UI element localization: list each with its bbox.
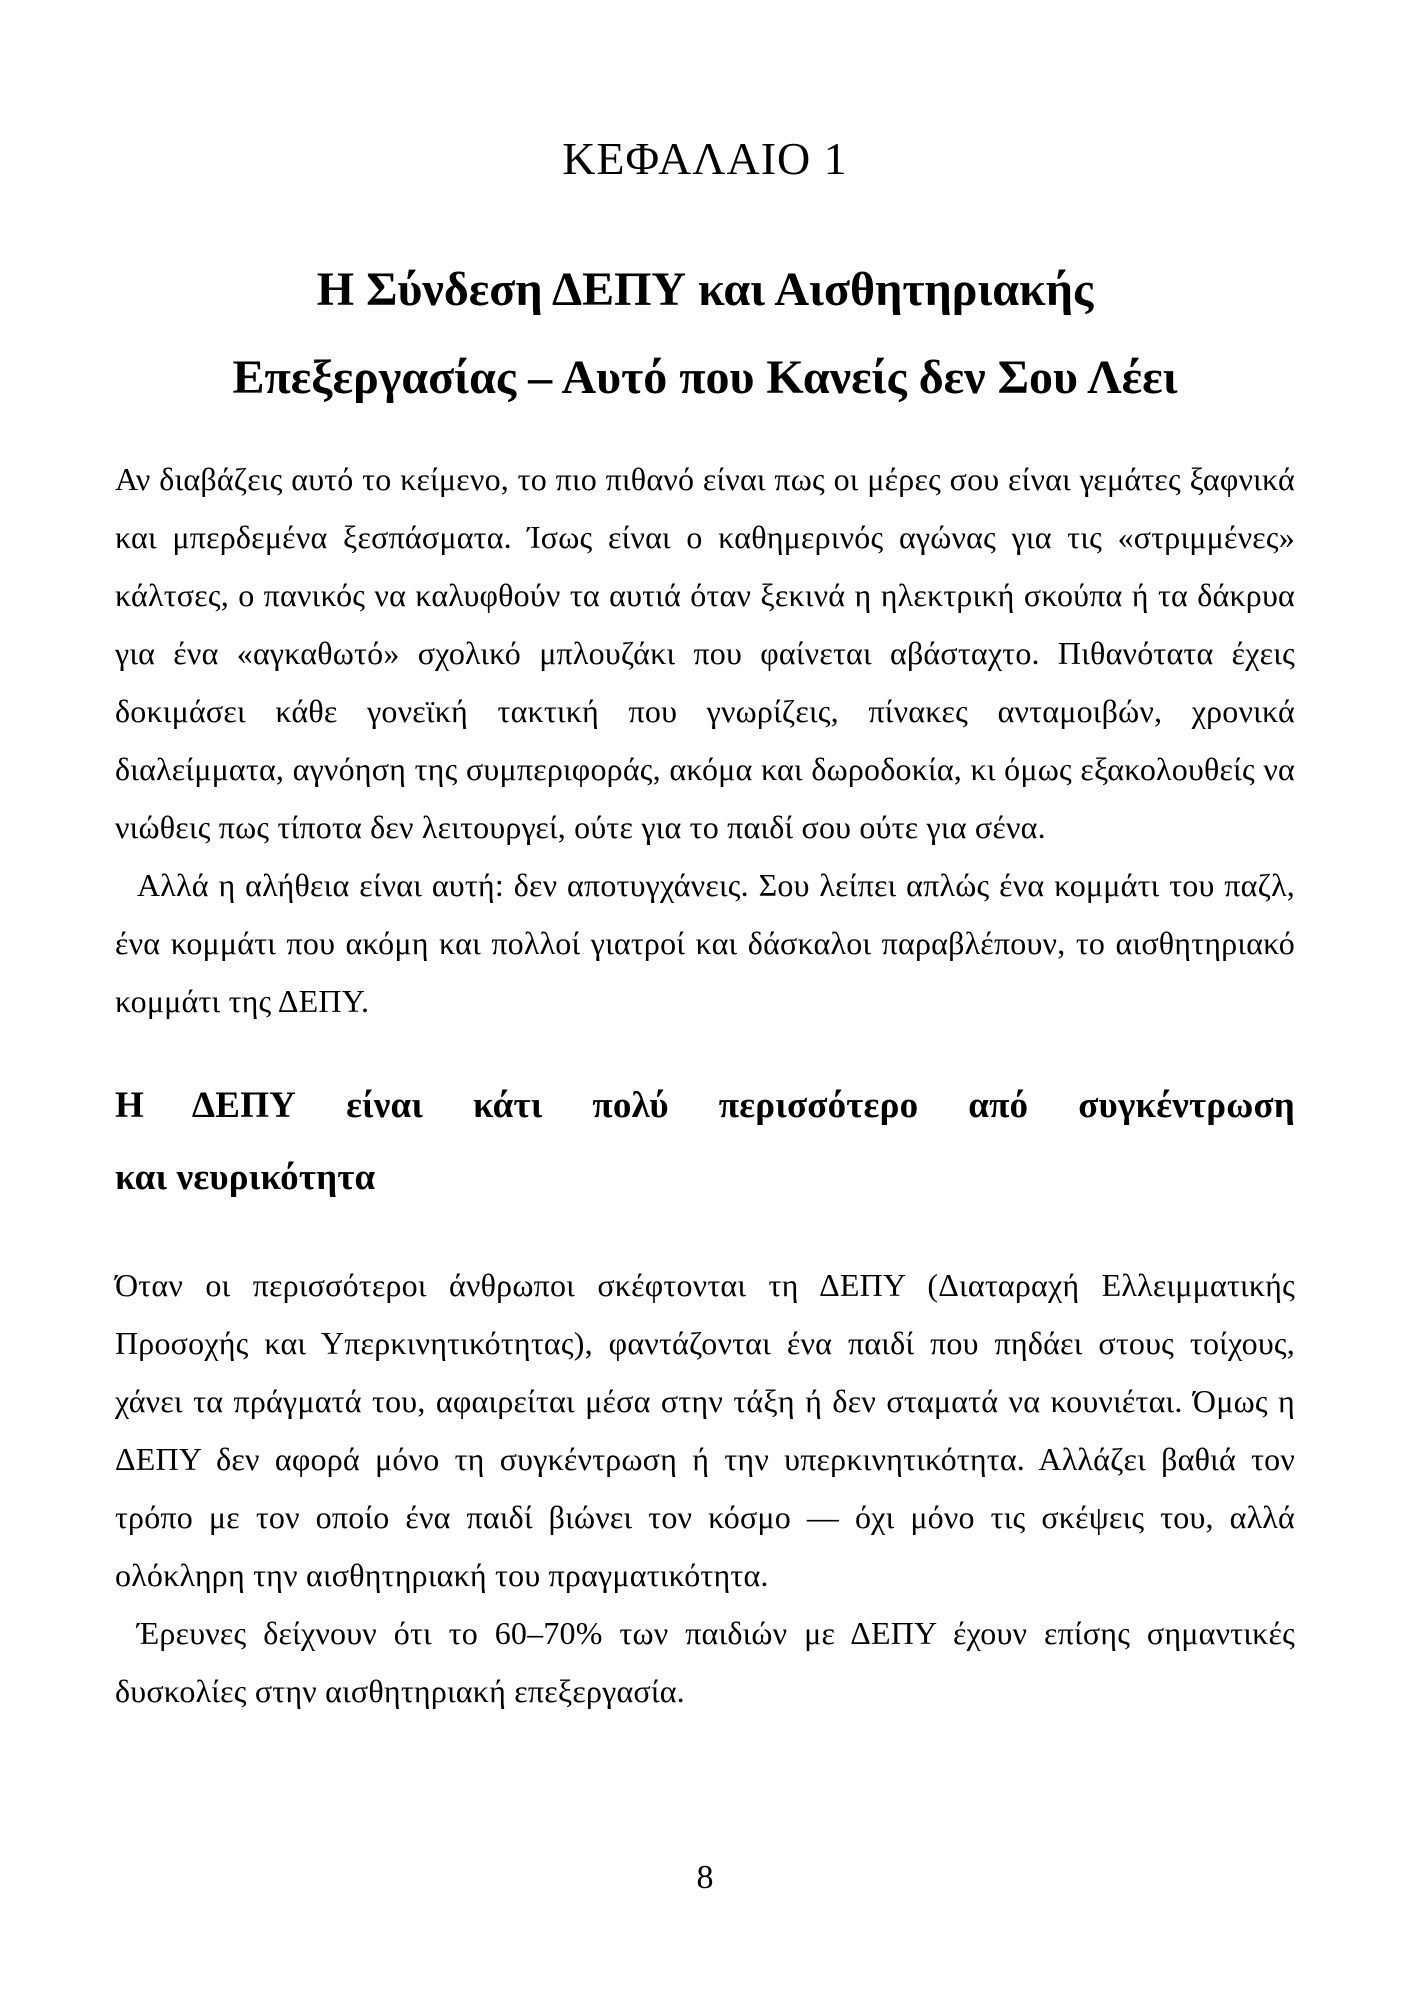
paragraph-section-2: Έρευνες δείχνουν ότι το 60–70% των παιδιών με ΔΕΠΥ έχουν επίσης σημαντικές δυσκολίες στην αισθητηριακή επεξεργασία. — [115, 1615, 1295, 1709]
paragraph-intro-2: Αλλά η αλήθεια είναι αυτή: δεν αποτυγχάνεις. Σου λείπει απλώς ένα κομμάτι του παζλ, ένα κομμάτι που ακόμη και πολλοί γιατροί και δάσκαλοι παραβλέπουν, το αισθητηριακό κομμάτι της ΔΕΠΥ. — [115, 867, 1295, 1019]
body-copy — [115, 450, 1295, 1720]
chapter-label: ΚΕΦΑΛΑΙΟ 1 — [562, 133, 848, 184]
section-heading-line-2: και νευρικότητα — [115, 1157, 376, 1198]
paragraph-intro-1: Αν διαβάζεις αυτό το κείμενο, το πιο πιθανό είναι πως οι μέρες σου είναι γεμάτες ξαφνικά και μπερδεμένα ξεσπάσματα. Ίσως είναι ο καθημερινός αγώνας για τις «στριμμένες» κάλτσες, ο πανικός να καλυφθούν τα αυτιά όταν ξεκινά η ηλεκτρική σκούπα ή τα δάκρυα για ένα «αγκαθωτό» σχολικό μπλουζάκι που φαίνεται αβάσταχτο. Πιθανότατα έχεις δοκιμάσει κάθε γονεϊκή τακτική που γνωρίζεις, πίνακες ανταμοιβών, χρονικά διαλείμματα, αγνόηση της συμπεριφοράς, ακόμα και δωροδοκία, κι όμως εξακολουθείς να νιώθεις πως τίποτα δεν λειτουργεί, ούτε για το παιδί σου ούτε για σένα. — [115, 461, 1295, 845]
paragraph-section-1: Όταν οι περισσότεροι άνθρωποι σκέφτονται τη ΔΕΠΥ (Διαταραχή Ελλειμματικής Προσοχής και Υπερκινητικότητας), φαντάζονται ένα παιδί που πηδάει στους τοίχους, χάνει τα πράγματά του, αφαιρείται μέσα στην τάξη ή δεν σταματά να κουνιέται. Όμως η ΔΕΠΥ δεν αφορά μόνο τη συγκέντρωση ή την υπερκινητικότητα. Αλλάζει βαθιά τον τρόπο με τον οποίο ένα παιδί βιώνει τον κόσμο — όχι μόνο τις σκέψεις του, αλλά ολόκληρη την αισθητηριακή του πραγματικότητα. — [115, 1267, 1295, 1593]
chapter-title-line-2: Επεξεργασίας – Αυτό που Κανείς δεν Σου Λέει — [232, 351, 1178, 404]
chapter-title — [115, 246, 1295, 422]
section-heading — [115, 1070, 1295, 1214]
text-block — [115, 128, 1295, 1720]
page-number: 8 — [696, 1859, 714, 1896]
chapter-title-line-1: Η Σύνδεση ΔΕΠΥ και Αισθητηριακής — [316, 263, 1094, 316]
section-heading-line-1: Η ΔΕΠΥ είναι κάτι πολύ περισσότερο από συγκέντρωση — [115, 1085, 1295, 1126]
